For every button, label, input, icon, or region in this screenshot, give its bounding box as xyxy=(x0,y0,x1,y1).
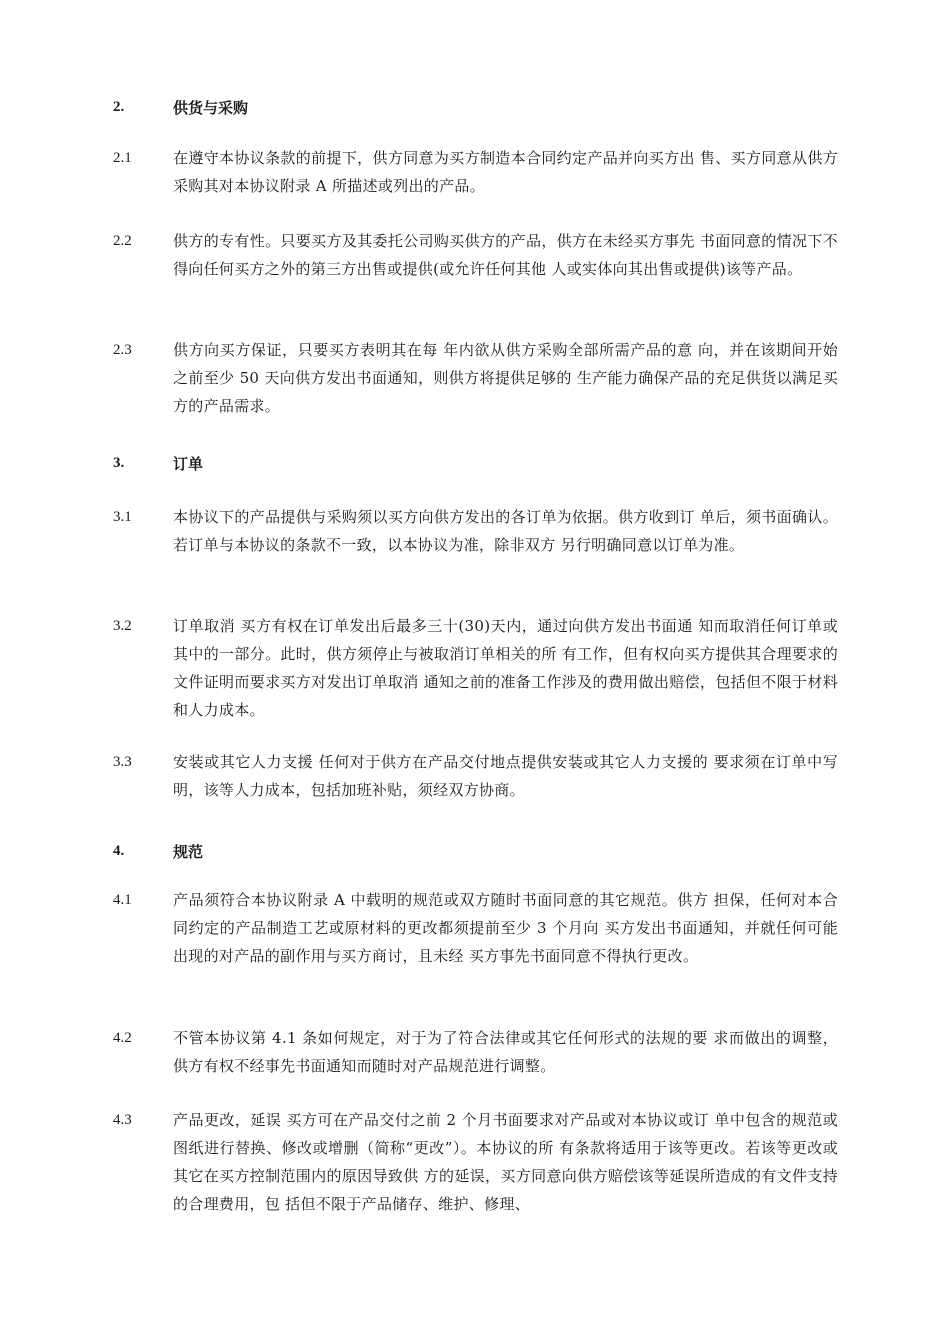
clause-number: 3.1 xyxy=(113,509,132,525)
section-number: 4. xyxy=(113,842,125,859)
section-title: 订单 xyxy=(173,454,204,473)
section-number: 2. xyxy=(113,98,125,115)
clause-text: 不管本协议第 4.1 条如何规定，对于为了符合法律或其它任何形式的法规的要 求而做出的调整，供方有权不经事先书面通知而随时对产品规范进行调整。 xyxy=(173,1029,838,1075)
section-heading-4 xyxy=(113,838,203,864)
clause-number: 4.3 xyxy=(113,1112,132,1128)
clause-2-3 xyxy=(113,336,843,420)
clause-3-2 xyxy=(113,612,843,724)
section-title: 供货与采购 xyxy=(173,98,249,117)
clause-number: 2.2 xyxy=(113,233,132,249)
clause-2-1 xyxy=(113,144,843,200)
clause-number: 4.2 xyxy=(113,1030,132,1046)
clause-3-3 xyxy=(113,748,843,804)
clause-text: 本协议下的产品提供与采购须以买方向供方发出的各订单为依据。供方收到订 单后，须书面确认。若订单与本协议的条款不一致，以本协议为准，除非双方 另行明确同意以订单为准。 xyxy=(173,508,838,554)
clause-text: 安装或其它人力支援 任何对于供方在产品交付地点提供安装或其它人力支援的 要求须在订单中写明，该等人力成本，包括加班补贴，须经双方协商。 xyxy=(173,753,838,799)
section-title: 规范 xyxy=(173,842,204,861)
clause-number: 2.3 xyxy=(113,342,132,358)
section-heading-2 xyxy=(113,94,248,120)
clause-2-2 xyxy=(113,227,843,283)
clause-text: 订单取消 买方有权在订单发出后最多三十(30)天内，通过向供方发出书面通 知而取消任何订单或其中的一部分。此时，供方须停止与被取消订单相关的所 有工作，但有权向买方提供其合理要求的文件证明而要求买方对发出订单取消 通知之前的准备工作涉及的费用做出赔偿，包括但不限于材料和人力成本。 xyxy=(173,617,838,719)
section-heading-3 xyxy=(113,450,203,476)
clause-3-1 xyxy=(113,503,843,559)
clause-number: 4.1 xyxy=(113,892,132,908)
clause-text: 产品须符合本协议附录 A 中载明的规范或双方随时书面同意的其它规范。供方 担保，任何对本合同约定的产品制造工艺或原材料的更改都须提前至少 3 个月向 买方发出书面通知，并就任何可能出现的对产品的副作用与买方商讨，且未经 买方事先书面同意不得执行更改。 xyxy=(173,891,838,965)
clause-text: 供方的专有性。只要买方及其委托公司购买供方的产品，供方在未经买方事先 书面同意的情况下不得向任何买方之外的第三方出售或提供(或允许任何其他 人或实体向其出售或提供)该等产品。 xyxy=(173,232,838,278)
clause-text: 在遵守本协议条款的前提下，供方同意为买方制造本合同约定产品并向买方出 售、买方同意从供方采购其对本协议附录 A 所描述或列出的产品。 xyxy=(173,149,838,195)
clause-text: 供方向买方保证，只要买方表明其在每 年内欲从供方采购全部所需产品的意 向，并在该期间开始之前至少 50 天向供方发出书面通知，则供方将提供足够的 生产能力确保产品的充足供货以满足买方的产品需求。 xyxy=(173,341,838,415)
clause-text: 产品更改，延误 买方可在产品交付之前 2 个月书面要求对产品或对本协议或订 单中包含的规范或图纸进行替换、修改或增删（简称“更改”）。本协议的所 有条款将适用于该等更改。若该等更改或其它在买方控制范围内的原因导致供 方的延误，买方同意向供方赔偿该等延误所造成的有文件支持的合理费用，包 括但不限于产品储存、维护、修理、 xyxy=(173,1111,838,1213)
clause-number: 3.3 xyxy=(113,754,132,770)
clause-number: 3.2 xyxy=(113,618,132,634)
clause-4-3 xyxy=(113,1106,843,1218)
clause-4-2 xyxy=(113,1024,843,1080)
clause-number: 2.1 xyxy=(113,150,132,166)
clause-4-1 xyxy=(113,886,843,970)
section-number: 3. xyxy=(113,454,125,471)
